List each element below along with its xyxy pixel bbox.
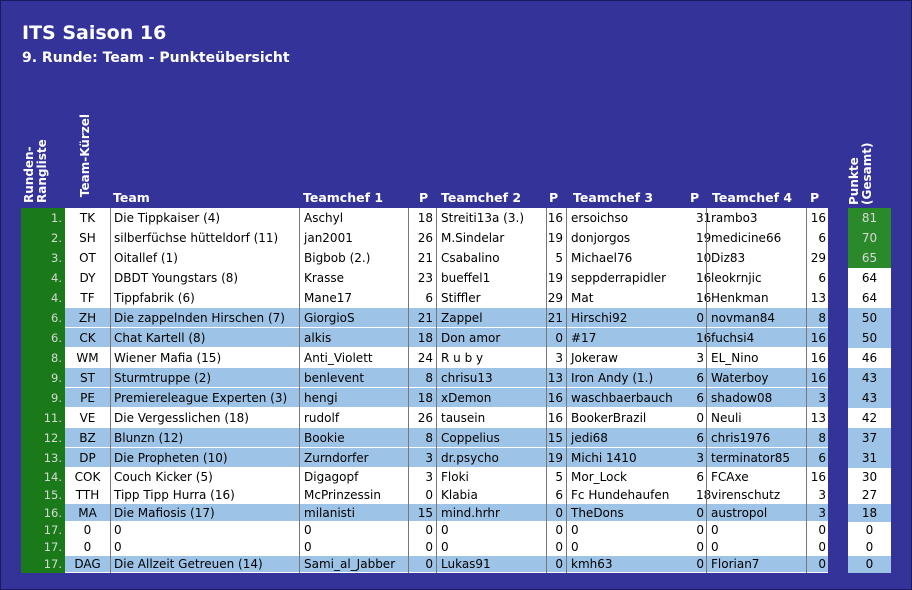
chef4-cell: 0: [706, 539, 806, 556]
total-cell: 50: [848, 308, 891, 328]
p2-cell: 19: [546, 228, 566, 248]
rank-cell: 1.: [21, 208, 65, 228]
chef2-cell: Floki: [436, 468, 546, 486]
rank-cell: 6.: [21, 308, 65, 328]
total-cell: 50: [848, 328, 891, 348]
abbr-cell: PE: [80, 391, 95, 405]
chef2-cell: 0: [436, 539, 546, 556]
total-cell: 43: [848, 368, 891, 388]
team-cell: Die Vergesslichen (18): [110, 408, 299, 428]
abbr-cell: TTH: [75, 488, 100, 502]
chef1-cell: 0: [299, 522, 408, 539]
p1-cell: 15: [408, 504, 436, 522]
p3-cell: 0: [696, 540, 704, 554]
chef2-cell: Coppelius: [436, 428, 546, 448]
p1-cell: 18: [408, 208, 436, 228]
p1-cell: 0: [408, 539, 436, 556]
rank-cell: 17.: [21, 556, 65, 573]
rank-cell: 4.: [21, 268, 65, 288]
rank-cell: 17.: [21, 522, 65, 539]
team-cell: Tipp Tipp Hurra (16): [110, 486, 299, 504]
chef1-cell: hengi: [299, 388, 408, 408]
p3-cell: 18: [696, 488, 712, 502]
chef1-cell: Digagopf: [299, 468, 408, 486]
total-cell: 0: [848, 556, 891, 573]
chef1-cell: Mane17: [299, 288, 408, 308]
chef2-cell: dr.psycho: [436, 448, 546, 468]
chef2-cell: chrisu13: [436, 368, 546, 388]
chef4-cell: FCAxe: [706, 468, 806, 486]
rank-cell: 17.: [21, 539, 65, 556]
team-cell: Die Propheten (10): [110, 448, 299, 468]
team-cell: Die Mafiosis (17): [110, 504, 299, 522]
chef2-cell: tausein: [436, 408, 546, 428]
total-cell: 31: [848, 448, 891, 468]
chef4-cell: Neuli: [706, 408, 806, 428]
p1-cell: 6: [408, 288, 436, 308]
chef2-cell: 0: [436, 522, 546, 539]
team-cell: 0: [110, 522, 299, 539]
chef2-cell: Don amor: [436, 328, 546, 348]
p4-cell: 6: [806, 228, 828, 248]
p4-cell: 8: [806, 428, 828, 448]
chef2-cell: Zappel: [436, 308, 546, 328]
p3-cell: 0: [696, 506, 704, 520]
rank-cell: 4.: [21, 288, 65, 308]
total-cell: 0: [848, 522, 891, 539]
abbr-cell: ZH: [78, 311, 97, 325]
chef3-cell: 0: [566, 539, 696, 556]
p1-cell: 21: [408, 248, 436, 268]
team-cell: Sturmtruppe (2): [110, 368, 299, 388]
chef3-cell: TheDons: [566, 504, 696, 522]
team-cell: Die zappelnden Hirschen (7): [110, 308, 299, 328]
chef2-cell: R u b y: [436, 348, 546, 368]
chef3-cell: Michi 1410: [566, 448, 696, 468]
team-cell: silberfüchse hütteldorf (11): [110, 228, 299, 248]
abbr-cell: DAG: [74, 557, 101, 571]
total-cell: 43: [848, 388, 891, 408]
team-cell: Die Tippkaiser (4): [110, 208, 299, 228]
p1-cell: 8: [408, 368, 436, 388]
chef3-cell: Mor_Lock: [566, 468, 696, 486]
team-cell: Die Allzeit Getreuen (14): [110, 556, 299, 573]
p3-cell: 0: [696, 311, 704, 325]
header-chef2: Teamchef 2: [441, 190, 522, 205]
p3-cell: 0: [696, 557, 704, 571]
team-cell: DBDT Youngstars (8): [110, 268, 299, 288]
p4-cell: 6: [806, 268, 828, 288]
chef3-cell: kmh63: [566, 556, 696, 573]
chef4-cell: Waterboy: [706, 368, 806, 388]
rank-cell: 15.: [21, 486, 65, 504]
chef4-cell: Florian7: [706, 556, 806, 573]
team-cell: Premiereleague Experten (3): [110, 388, 299, 408]
chef2-cell: M.Sindelar: [436, 228, 546, 248]
p1-cell: 0: [408, 486, 436, 504]
rank-cell: 6.: [21, 328, 65, 348]
p2-cell: 0: [546, 539, 566, 556]
p4-cell: 0: [806, 539, 828, 556]
chef1-cell: jan2001: [299, 228, 408, 248]
chef1-cell: benlevent: [299, 368, 408, 388]
team-cell: Blunzn (12): [110, 428, 299, 448]
total-cell: 0: [848, 539, 891, 556]
rank-cell: 8.: [21, 348, 65, 368]
p2-cell: 19: [546, 448, 566, 468]
p1-cell: 23: [408, 268, 436, 288]
team-cell: Chat Kartell (8): [110, 328, 299, 348]
total-cell: 65: [848, 248, 891, 268]
p4-cell: 16: [806, 328, 828, 348]
abbr-cell: DP: [79, 451, 96, 465]
p3-cell: 0: [696, 411, 704, 425]
header-total: [847, 142, 876, 205]
chef3-cell: BookerBrazil: [566, 408, 696, 428]
total-cell: 30: [848, 468, 891, 486]
abbr-cell: MA: [78, 506, 97, 520]
chef1-cell: alkis: [299, 328, 408, 348]
p2-cell: 15: [546, 428, 566, 448]
abbr-cell: WM: [76, 351, 99, 365]
abbr-cell: DY: [79, 271, 96, 285]
p1-cell: 18: [408, 328, 436, 348]
chef3-cell: #17: [566, 328, 696, 348]
p3-cell: 3: [696, 351, 704, 365]
chef1-cell: Anti_Violett: [299, 348, 408, 368]
p3-cell: 16: [696, 271, 712, 285]
chef3-cell: seppderrapidler: [566, 268, 696, 288]
chef4-cell: leokrnjic: [706, 268, 806, 288]
chef4-cell: Henkman: [706, 288, 806, 308]
p3-cell: 6: [696, 431, 704, 445]
chef1-cell: Aschyl: [299, 208, 408, 228]
chef4-cell: novman84: [706, 308, 806, 328]
rank-cell: 9.: [21, 368, 65, 388]
p4-cell: 16: [806, 468, 828, 486]
chef4-cell: austropol: [706, 504, 806, 522]
p1-cell: 18: [408, 388, 436, 408]
p2-cell: 5: [546, 248, 566, 268]
total-cell: 37: [848, 428, 891, 448]
rank-cell: 14.: [21, 468, 65, 486]
chef4-cell: medicine66: [706, 228, 806, 248]
abbr-cell: TF: [80, 291, 95, 305]
chef1-cell: milanisti: [299, 504, 408, 522]
abbr-cell: COK: [74, 470, 101, 484]
abbr-cell: 0: [83, 523, 92, 537]
total-cell: 27: [848, 486, 891, 504]
header-team: Team: [113, 190, 150, 205]
chef4-cell: shadow08: [706, 388, 806, 408]
rank-cell: 2.: [21, 228, 65, 248]
p2-cell: 6: [546, 486, 566, 504]
header-p1: P: [419, 190, 429, 205]
chef4-cell: Diz83: [706, 248, 806, 268]
chef2-cell: Stiffler: [436, 288, 546, 308]
abbr-cell: 0: [83, 540, 92, 554]
p1-cell: 0: [408, 522, 436, 539]
rank-cell: 11.: [21, 408, 65, 428]
header-p4: P: [810, 190, 820, 205]
p4-cell: 13: [806, 408, 828, 428]
chef4-cell: EL_Nino: [706, 348, 806, 368]
header-p3: P: [690, 190, 700, 205]
chef4-cell: fuchsi4: [706, 328, 806, 348]
p4-cell: 3: [806, 504, 828, 522]
total-cell: 64: [848, 268, 891, 288]
p2-cell: 3: [546, 348, 566, 368]
chef2-cell: xDemon: [436, 388, 546, 408]
p2-cell: 19: [546, 268, 566, 288]
p4-cell: 16: [806, 368, 828, 388]
p4-cell: 6: [806, 448, 828, 468]
team-cell: Couch Kicker (5): [110, 468, 299, 486]
abbr-cell: TK: [79, 211, 96, 225]
chef3-cell: Fc Hundehaufen: [566, 486, 696, 504]
p1-cell: 26: [408, 408, 436, 428]
team-cell: Tippfabrik (6): [110, 288, 299, 308]
p1-cell: 8: [408, 428, 436, 448]
p2-cell: 21: [546, 308, 566, 328]
header-chef3: Teamchef 3: [573, 190, 654, 205]
p2-cell: 0: [546, 504, 566, 522]
chef4-cell: rambo3: [706, 208, 806, 228]
chef3-cell: ersoichso: [566, 208, 696, 228]
header-abbr: Team-Kürzel: [78, 114, 92, 198]
total-cell: 42: [848, 408, 891, 428]
p2-cell: 0: [546, 522, 566, 539]
chef4-cell: terminator85: [706, 448, 806, 468]
p3-cell: 16: [696, 291, 712, 305]
chef1-cell: 0: [299, 539, 408, 556]
p4-cell: 3: [806, 388, 828, 408]
p3-cell: 0: [696, 523, 704, 537]
p1-cell: 3: [408, 448, 436, 468]
chef2-cell: mind.hrhr: [436, 504, 546, 522]
chef1-cell: Zurndorfer: [299, 448, 408, 468]
p1-cell: 21: [408, 308, 436, 328]
chef1-cell: GiorgioS: [299, 308, 408, 328]
total-cell: 64: [848, 288, 891, 308]
chef3-cell: Iron Andy (1.): [566, 368, 696, 388]
chef3-cell: waschbaerbauch: [566, 388, 696, 408]
header-total-text: Punkte (Gesamt): [847, 142, 874, 205]
abbr-cell: CK: [79, 331, 96, 345]
chef1-cell: Bookie: [299, 428, 408, 448]
total-cell: 70: [848, 228, 891, 248]
p3-cell: 16: [696, 331, 712, 345]
total-cell: 46: [848, 348, 891, 368]
p3-cell: 6: [696, 470, 704, 484]
header-chef1: Teamchef 1: [303, 190, 384, 205]
header-rank-text: Runden-Rangliste: [22, 139, 49, 203]
team-cell: Wiener Mafia (15): [110, 348, 299, 368]
p2-cell: 16: [546, 408, 566, 428]
chef1-cell: Krasse: [299, 268, 408, 288]
rank-cell: 3.: [21, 248, 65, 268]
p4-cell: 29: [806, 248, 828, 268]
chef3-cell: jedi68: [566, 428, 696, 448]
chef3-cell: Mat: [566, 288, 696, 308]
rank-cell: 12.: [21, 428, 65, 448]
total-cell: 18: [848, 504, 891, 522]
page-title: ITS Saison 16: [22, 22, 167, 44]
total-cell: 81: [848, 208, 891, 228]
p2-cell: 29: [546, 288, 566, 308]
team-cell: Oitallef (1): [110, 248, 299, 268]
chef1-cell: Sami_al_Jabber: [299, 556, 408, 573]
chef3-cell: Hirschi92: [566, 308, 696, 328]
chef4-cell: 0: [706, 522, 806, 539]
abbr-cell: SH: [79, 231, 96, 245]
rank-cell: 13.: [21, 448, 65, 468]
header-rank: [23, 139, 51, 203]
chef3-cell: donjorgos: [566, 228, 696, 248]
abbr-cell: ST: [80, 371, 95, 385]
chef3-cell: Michael76: [566, 248, 696, 268]
page-subtitle: 9. Runde: Team - Punkteübersicht: [22, 50, 290, 66]
p1-cell: 26: [408, 228, 436, 248]
p2-cell: 0: [546, 328, 566, 348]
p2-cell: 16: [546, 388, 566, 408]
chef3-cell: 0: [566, 522, 696, 539]
team-cell: 0: [110, 539, 299, 556]
rank-cell: 16.: [21, 504, 65, 522]
p3-cell: 19: [696, 231, 712, 245]
chef4-cell: chris1976: [706, 428, 806, 448]
p2-cell: 13: [546, 368, 566, 388]
chef2-cell: Csabalino: [436, 248, 546, 268]
chef2-cell: Streiti13a (3.): [436, 208, 546, 228]
p1-cell: 0: [408, 556, 436, 573]
chef2-cell: Klabia: [436, 486, 546, 504]
chef1-cell: rudolf: [299, 408, 408, 428]
p4-cell: 16: [806, 348, 828, 368]
chef1-cell: McPrinzessin: [299, 486, 408, 504]
p3-cell: 31: [696, 211, 712, 225]
chef4-cell: virenschutz: [706, 486, 806, 504]
p4-cell: 0: [806, 556, 828, 573]
p2-cell: 5: [546, 468, 566, 486]
chef2-cell: bueffel1: [436, 268, 546, 288]
p4-cell: 3: [806, 486, 828, 504]
abbr-cell: OT: [79, 251, 96, 265]
p4-cell: 8: [806, 308, 828, 328]
header-p2: P: [549, 190, 559, 205]
p3-cell: 3: [696, 451, 704, 465]
p1-cell: 3: [408, 468, 436, 486]
chef3-cell: Jokeraw: [566, 348, 696, 368]
p4-cell: 16: [806, 208, 828, 228]
p3-cell: 6: [696, 391, 704, 405]
p3-cell: 6: [696, 371, 704, 385]
p1-cell: 24: [408, 348, 436, 368]
p4-cell: 13: [806, 288, 828, 308]
chef1-cell: Bigbob (2.): [299, 248, 408, 268]
p3-cell: 10: [696, 251, 712, 265]
p4-cell: 0: [806, 522, 828, 539]
abbr-cell: VE: [79, 411, 96, 425]
abbr-cell: BZ: [79, 431, 96, 445]
chef2-cell: Lukas91: [436, 556, 546, 573]
p2-cell: 16: [546, 208, 566, 228]
p2-cell: 0: [546, 556, 566, 573]
header-chef4: Teamchef 4: [712, 190, 793, 205]
rank-cell: 9.: [21, 388, 65, 408]
